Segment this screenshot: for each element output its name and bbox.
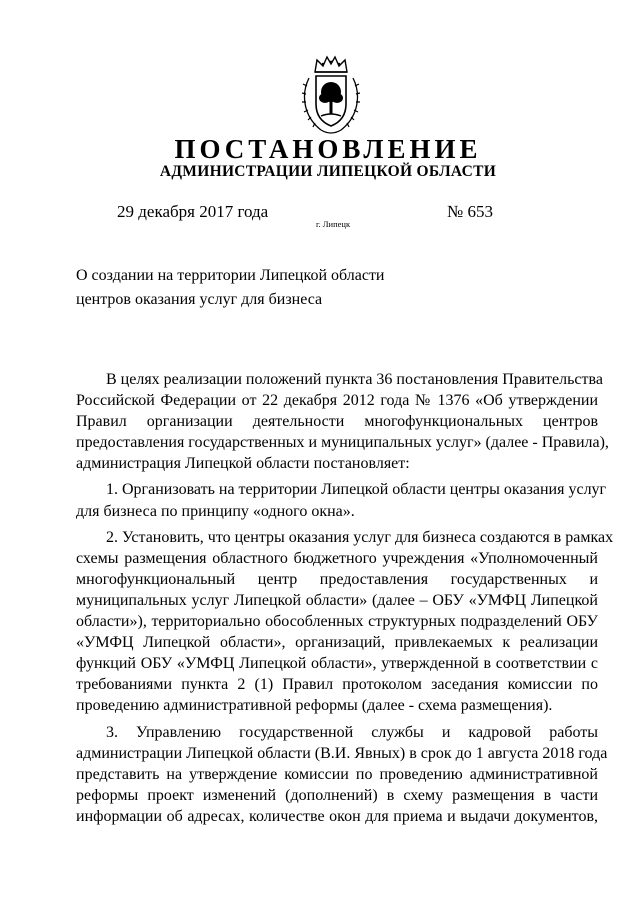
body-line: администрация Липецкой области постановляет:	[76, 455, 410, 473]
coat-of-arms-icon	[299, 54, 363, 138]
body-line: 2. Установить, что центры оказания услуг для бизнеса создаются в рамках	[106, 528, 614, 546]
document-title: ПОСТАНОВЛЕНИЕ	[174, 134, 482, 164]
body-line: для бизнеса по принципу «одного окна».	[76, 502, 355, 520]
body-line: схемы размещения областного бюджетного учреждения «Уполномоченный	[76, 549, 598, 567]
document-city: г. Липецк	[316, 219, 351, 229]
paragraph-2	[76, 527, 614, 717]
body-line: требованиями пункта 2 (1) Правил протоколом заседания комиссии по	[76, 676, 598, 694]
body-line: информации об адресах, количестве окон для приема и выдачи документов,	[76, 807, 598, 825]
body-line: «УМФЦ Липецкой области», организаций, привлекаемых к реализации	[76, 634, 598, 652]
body-line: муниципальных услуг Липецкой области» (далее – ОБУ «УМФЦ Липецкой	[76, 591, 598, 609]
document-body	[76, 369, 614, 832]
subject-line: центров оказания услуг для бизнеса	[76, 291, 323, 308]
paragraph-1	[76, 479, 607, 521]
body-line: администрации Липецкой области (В.И. Явных) в срок до 1 августа 2018 года	[76, 744, 608, 762]
body-line: Правил организации деятельности многофункциональных центров	[76, 413, 598, 431]
document-number: № 653	[447, 202, 493, 221]
body-line: представить на утверждение комиссии по проведению административной	[76, 765, 598, 783]
coat-of-arms-emblem	[299, 54, 363, 138]
body-line: Российской Федерации от 22 декабря 2012 года № 1376 «Об утверждении	[76, 392, 598, 410]
paragraph-3	[76, 722, 608, 827]
document-subject	[76, 264, 385, 312]
document-date: 29 декабря 2017 года	[117, 202, 269, 221]
body-line: области»), территориально обособленных структурных подразделений ОБУ	[76, 613, 598, 631]
body-line: реформы проект изменений (дополнений) в схему размещения в части	[76, 786, 598, 804]
body-line: многофункциональный центр предоставления государственных и	[76, 570, 598, 588]
body-line: проведению административной реформы (далее - схема размещения).	[76, 697, 553, 715]
body-line: функций ОБУ «УМФЦ Липецкой области», утвержденной в соответствии с	[76, 655, 598, 673]
body-line: 3. Управлению государственной службы и кадровой работы	[106, 723, 598, 741]
body-line: предоставления государственных и муниципальных услуг» (далее - Правила),	[76, 434, 609, 452]
body-line: 1. Организовать на территории Липецкой области центры оказания услуг	[106, 481, 607, 499]
body-line: В целях реализации положений пункта 36 постановления Правительства	[106, 371, 603, 388]
issuer-subtitle: АДМИНИСТРАЦИИ ЛИПЕЦКОЙ ОБЛАСТИ	[159, 163, 497, 180]
paragraph-preamble	[76, 369, 609, 474]
subject-line: О создании на территории Липецкой области	[76, 267, 385, 284]
